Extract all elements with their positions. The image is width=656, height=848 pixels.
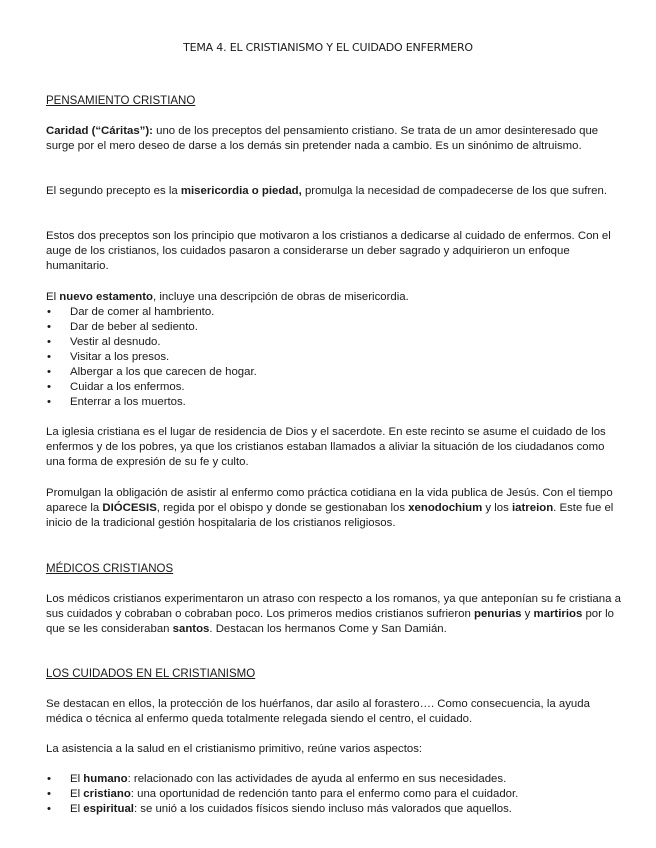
aspect-text: : se unió a los cuidados físicos siendo incluso más valorados que aquellos.: [133, 803, 512, 815]
list-item: • Dar de beber al sediento.: [46, 320, 622, 335]
aspect-text: : una oportunidad de redención tanto para el enfermo como para el cuidador.: [130, 788, 519, 800]
aspect-prefix: El: [70, 788, 84, 800]
paragraph-iglesia: La iglesia cristiana es el lugar de residencia de Dios y el sacerdote. En este recinto se asume el cuidado de los enfermos y de los pobres, ya que los cristianos estaban llamados a aliviar la situación de los ciudadanos como una forma de expresión de su fe y culto.: [46, 426, 606, 468]
list-item: [46, 787, 622, 802]
paragraph-promulgan-e: y los: [482, 502, 513, 514]
paragraph-preceptos: Estos dos preceptos son los principio que motivaron a los cristianos a dedicarse al cuidado de enfermos. Con el auge de los cristianos, los cuidados pasaron a considerarse un deber sagrado y adquirieron un enfoque humanitario.: [46, 230, 611, 272]
term-martirios: martirios: [533, 608, 583, 620]
paragraph-medicos-c: y: [521, 608, 534, 620]
term-penurias: penurias: [474, 608, 522, 620]
term-diocesis: DIÓCESIS: [102, 502, 157, 514]
term-humano: humano: [83, 773, 128, 785]
paragraph-promulgan-a: Promulgan la obligación de asistir al enfermo como práctica cotidiana en la vida publica de Jesús. Con el tiempo aparece la: [46, 487, 613, 514]
paragraph-caridad-text: uno de los preceptos del pensamiento cristiano. Se trata de un amor desinteresado que surge por el mero deseo de darse a los demás sin pretender nada a cambio. Es un sinónimo de altruismo.: [46, 125, 599, 152]
paragraph-promulgan-g: . Este fue el inicio de la tradicional gestión hospitalaria de los cristianos religiosos.: [46, 502, 614, 529]
aspect-prefix: El: [70, 773, 84, 785]
list-obras-misericordia: [46, 305, 622, 410]
list-item: [46, 772, 622, 787]
term-misericordia: misericordia o piedad,: [180, 185, 302, 197]
term-santos: santos: [172, 623, 210, 635]
paragraph-destacan: Se destacan en ellos, la protección de los huérfanos, dar asilo al forastero…. Como consecuencia, la ayuda médica o técnica al enfermo queda totalmente relegada siendo el centro, el cuidado.: [46, 698, 590, 725]
document-title: TEMA 4. EL CRISTIANISMO Y EL CUIDADO ENFERMERO: [183, 41, 473, 54]
paragraph-medicos-e: por lo que se les consideraban: [46, 608, 614, 635]
list-item: • Visitar a los presos.: [46, 350, 622, 365]
list-item: • Albergar a los que carecen de hogar.: [46, 365, 622, 380]
paragraph-promulgan: [46, 486, 622, 531]
term-nuevo-estamento: nuevo estamento: [59, 291, 153, 303]
section-heading-cuidados: LOS CUIDADOS EN EL CRISTIANISMO: [46, 668, 256, 680]
paragraph-misericordia: [46, 184, 622, 199]
paragraph-misericordia-post: promulga la necesidad de compadecerse de los que sufren.: [301, 185, 608, 197]
section-heading-pensamiento: PENSAMIENTO CRISTIANO: [46, 95, 196, 107]
list-item: • Dar de comer al hambriento.: [46, 305, 622, 320]
list-item: • Enterrar a los muertos.: [46, 395, 622, 410]
paragraph-medicos-a: Los médicos cristianos experimentaron un atraso con respecto a los romanos, ya que anteponían su fe cristiana a sus cuidados y cobraban o cobraban poco. Los primeros medios cristianos sufrieron: [46, 593, 621, 620]
list-aspectos: [46, 772, 622, 817]
paragraph-misericordia-pre: El segundo precepto es la: [46, 185, 181, 197]
term-xenodochium: xenodochium: [408, 502, 483, 514]
aspect-prefix: El: [70, 803, 84, 815]
term-cristiano: cristiano: [83, 788, 131, 800]
aspect-text: : relacionado con las actividades de ayuda al enfermo en sus necesidades.: [127, 773, 507, 785]
paragraph-medicos: [46, 592, 622, 637]
paragraph-asistencia: La asistencia a la salud en el cristianismo primitivo, reúne varios aspectos:: [46, 743, 423, 755]
term-espiritual: espiritual: [83, 803, 134, 815]
section-heading-medicos: MÉDICOS CRISTIANOS: [46, 563, 174, 575]
term-caridad: Caridad (“Cáritas”):: [46, 125, 153, 137]
paragraph-estamento: [46, 290, 622, 305]
paragraph-caridad: [46, 124, 622, 154]
paragraph-estamento-post: , incluye una descripción de obras de misericordia.: [152, 291, 409, 303]
term-iatreion: iatreion: [512, 502, 554, 514]
list-item: • Cuidar a los enfermos.: [46, 380, 622, 395]
list-item: • Vestir al desnudo.: [46, 335, 622, 350]
list-item: [46, 802, 622, 817]
paragraph-estamento-pre: El: [46, 291, 60, 303]
paragraph-promulgan-c: , regida por el obispo y donde se gestionaban los: [156, 502, 409, 514]
paragraph-medicos-g: . Destacan los hermanos Come y San Damián.: [209, 623, 447, 635]
